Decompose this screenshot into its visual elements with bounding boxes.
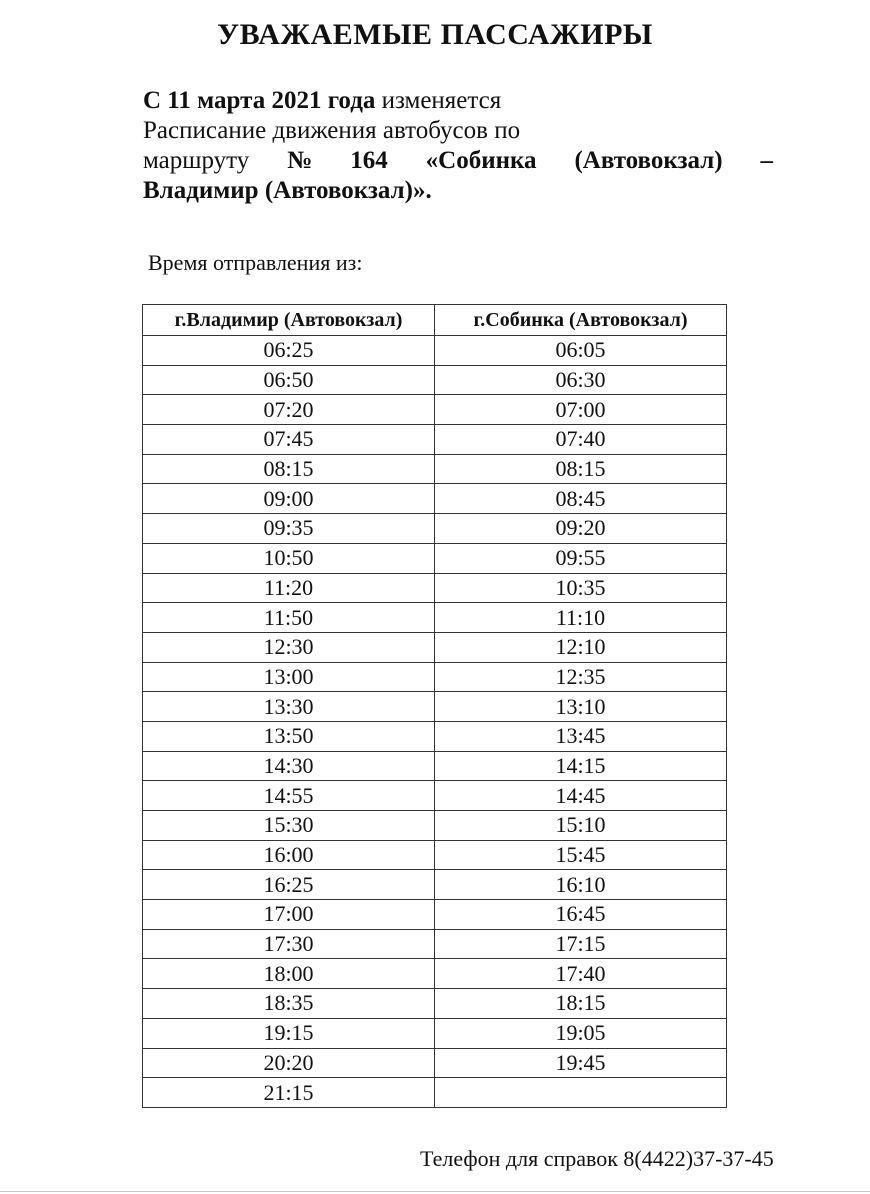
table-row <box>143 395 727 425</box>
announcement <box>143 86 773 206</box>
table-row <box>143 1018 727 1048</box>
departure-vladimir: 20:20 <box>143 1048 435 1078</box>
table-row <box>143 900 727 930</box>
departure-sobinka: 06:30 <box>435 365 727 395</box>
departure-vladimir: 06:50 <box>143 365 435 395</box>
departure-vladimir: 07:20 <box>143 395 435 425</box>
departure-sobinka: 07:40 <box>435 425 727 455</box>
departure-sobinka: 14:45 <box>435 781 727 811</box>
announcement-verb: изменяется <box>375 87 502 114</box>
departure-vladimir: 13:30 <box>143 692 435 722</box>
page-title: УВАЖАЕМЫЕ ПАССАЖИРЫ <box>217 18 653 51</box>
announcement-line-2: Расписание движения автобусов по <box>143 117 521 144</box>
departure-vladimir: 18:00 <box>143 959 435 989</box>
departure-sobinka: 09:20 <box>435 514 727 544</box>
table-row <box>143 425 727 455</box>
route-word: маршруту <box>143 147 250 174</box>
table-row <box>143 1048 727 1078</box>
departure-sobinka <box>435 1078 727 1108</box>
departure-vladimir: 16:25 <box>143 870 435 900</box>
departure-subtitle: Время отправления из: <box>148 250 363 275</box>
departure-sobinka: 15:10 <box>435 811 727 841</box>
table-row <box>143 929 727 959</box>
departure-sobinka: 16:45 <box>435 900 727 930</box>
table-row <box>143 840 727 870</box>
table-row <box>143 721 727 751</box>
column-header-vladimir: г.Владимир (Автовокзал) <box>143 305 435 336</box>
departure-sobinka: 15:45 <box>435 840 727 870</box>
table-row <box>143 811 727 841</box>
table-row <box>143 484 727 514</box>
departure-sobinka: 14:15 <box>435 751 727 781</box>
departure-vladimir: 11:50 <box>143 603 435 633</box>
departure-vladimir: 07:45 <box>143 425 435 455</box>
announcement-line-1 <box>143 86 773 116</box>
departure-sobinka: 10:35 <box>435 573 727 603</box>
schedule-body <box>143 336 727 1108</box>
departure-vladimir: 15:30 <box>143 811 435 841</box>
departure-vladimir: 11:20 <box>143 573 435 603</box>
departure-vladimir: 19:15 <box>143 1018 435 1048</box>
table-row <box>143 662 727 692</box>
table-row <box>143 603 727 633</box>
column-header-sobinka: г.Собинка (Автовокзал) <box>435 305 727 336</box>
table-row <box>143 365 727 395</box>
departure-vladimir: 13:50 <box>143 721 435 751</box>
departure-vladimir: 08:15 <box>143 454 435 484</box>
departure-vladimir: 13:00 <box>143 662 435 692</box>
divider <box>0 1191 870 1192</box>
departure-vladimir: 16:00 <box>143 840 435 870</box>
table-row <box>143 781 727 811</box>
route-number-sign: № <box>287 147 313 174</box>
schedule-table <box>142 304 727 1108</box>
table-row <box>143 454 727 484</box>
departure-vladimir: 14:30 <box>143 751 435 781</box>
route-origin: «Собинка <box>425 147 537 174</box>
departure-vladimir: 09:00 <box>143 484 435 514</box>
table-row <box>143 543 727 573</box>
departure-sobinka: 11:10 <box>435 603 727 633</box>
departure-vladimir: 21:15 <box>143 1078 435 1108</box>
departure-sobinka: 19:45 <box>435 1048 727 1078</box>
departure-sobinka: 08:45 <box>435 484 727 514</box>
route-destination: Владимир (Автовокзал)». <box>143 177 432 204</box>
departure-sobinka: 09:55 <box>435 543 727 573</box>
departure-sobinka: 16:10 <box>435 870 727 900</box>
departure-sobinka: 18:15 <box>435 989 727 1019</box>
table-row <box>143 336 727 366</box>
departure-vladimir: 09:35 <box>143 514 435 544</box>
table-row <box>143 573 727 603</box>
departure-sobinka: 13:10 <box>435 692 727 722</box>
table-row <box>143 751 727 781</box>
departure-sobinka: 07:00 <box>435 395 727 425</box>
route-dash: – <box>760 147 773 174</box>
departure-sobinka: 12:10 <box>435 632 727 662</box>
table-row <box>143 692 727 722</box>
departure-sobinka: 17:15 <box>435 929 727 959</box>
departure-vladimir: 14:55 <box>143 781 435 811</box>
departure-sobinka: 17:40 <box>435 959 727 989</box>
table-row <box>143 959 727 989</box>
departure-sobinka: 06:05 <box>435 336 727 366</box>
departure-vladimir: 17:30 <box>143 929 435 959</box>
departure-sobinka: 13:45 <box>435 721 727 751</box>
schedule-header-row <box>143 305 727 336</box>
departure-vladimir: 18:35 <box>143 989 435 1019</box>
departure-sobinka: 08:15 <box>435 454 727 484</box>
departure-vladimir: 12:30 <box>143 632 435 662</box>
route-number: 164 <box>350 147 388 174</box>
table-row <box>143 1078 727 1108</box>
table-row <box>143 989 727 1019</box>
departure-sobinka: 12:35 <box>435 662 727 692</box>
info-phone: Телефон для справок 8(4422)37-37-45 <box>420 1146 774 1171</box>
effective-date: С 11 марта 2021 года <box>143 87 376 114</box>
table-row <box>143 514 727 544</box>
table-row <box>143 870 727 900</box>
announcement-line-3 <box>143 146 773 176</box>
table-row <box>143 632 727 662</box>
departure-vladimir: 10:50 <box>143 543 435 573</box>
departure-vladimir: 17:00 <box>143 900 435 930</box>
departure-sobinka: 19:05 <box>435 1018 727 1048</box>
departure-vladimir: 06:25 <box>143 336 435 366</box>
route-origin-station: (Автовокзал) <box>574 147 723 174</box>
